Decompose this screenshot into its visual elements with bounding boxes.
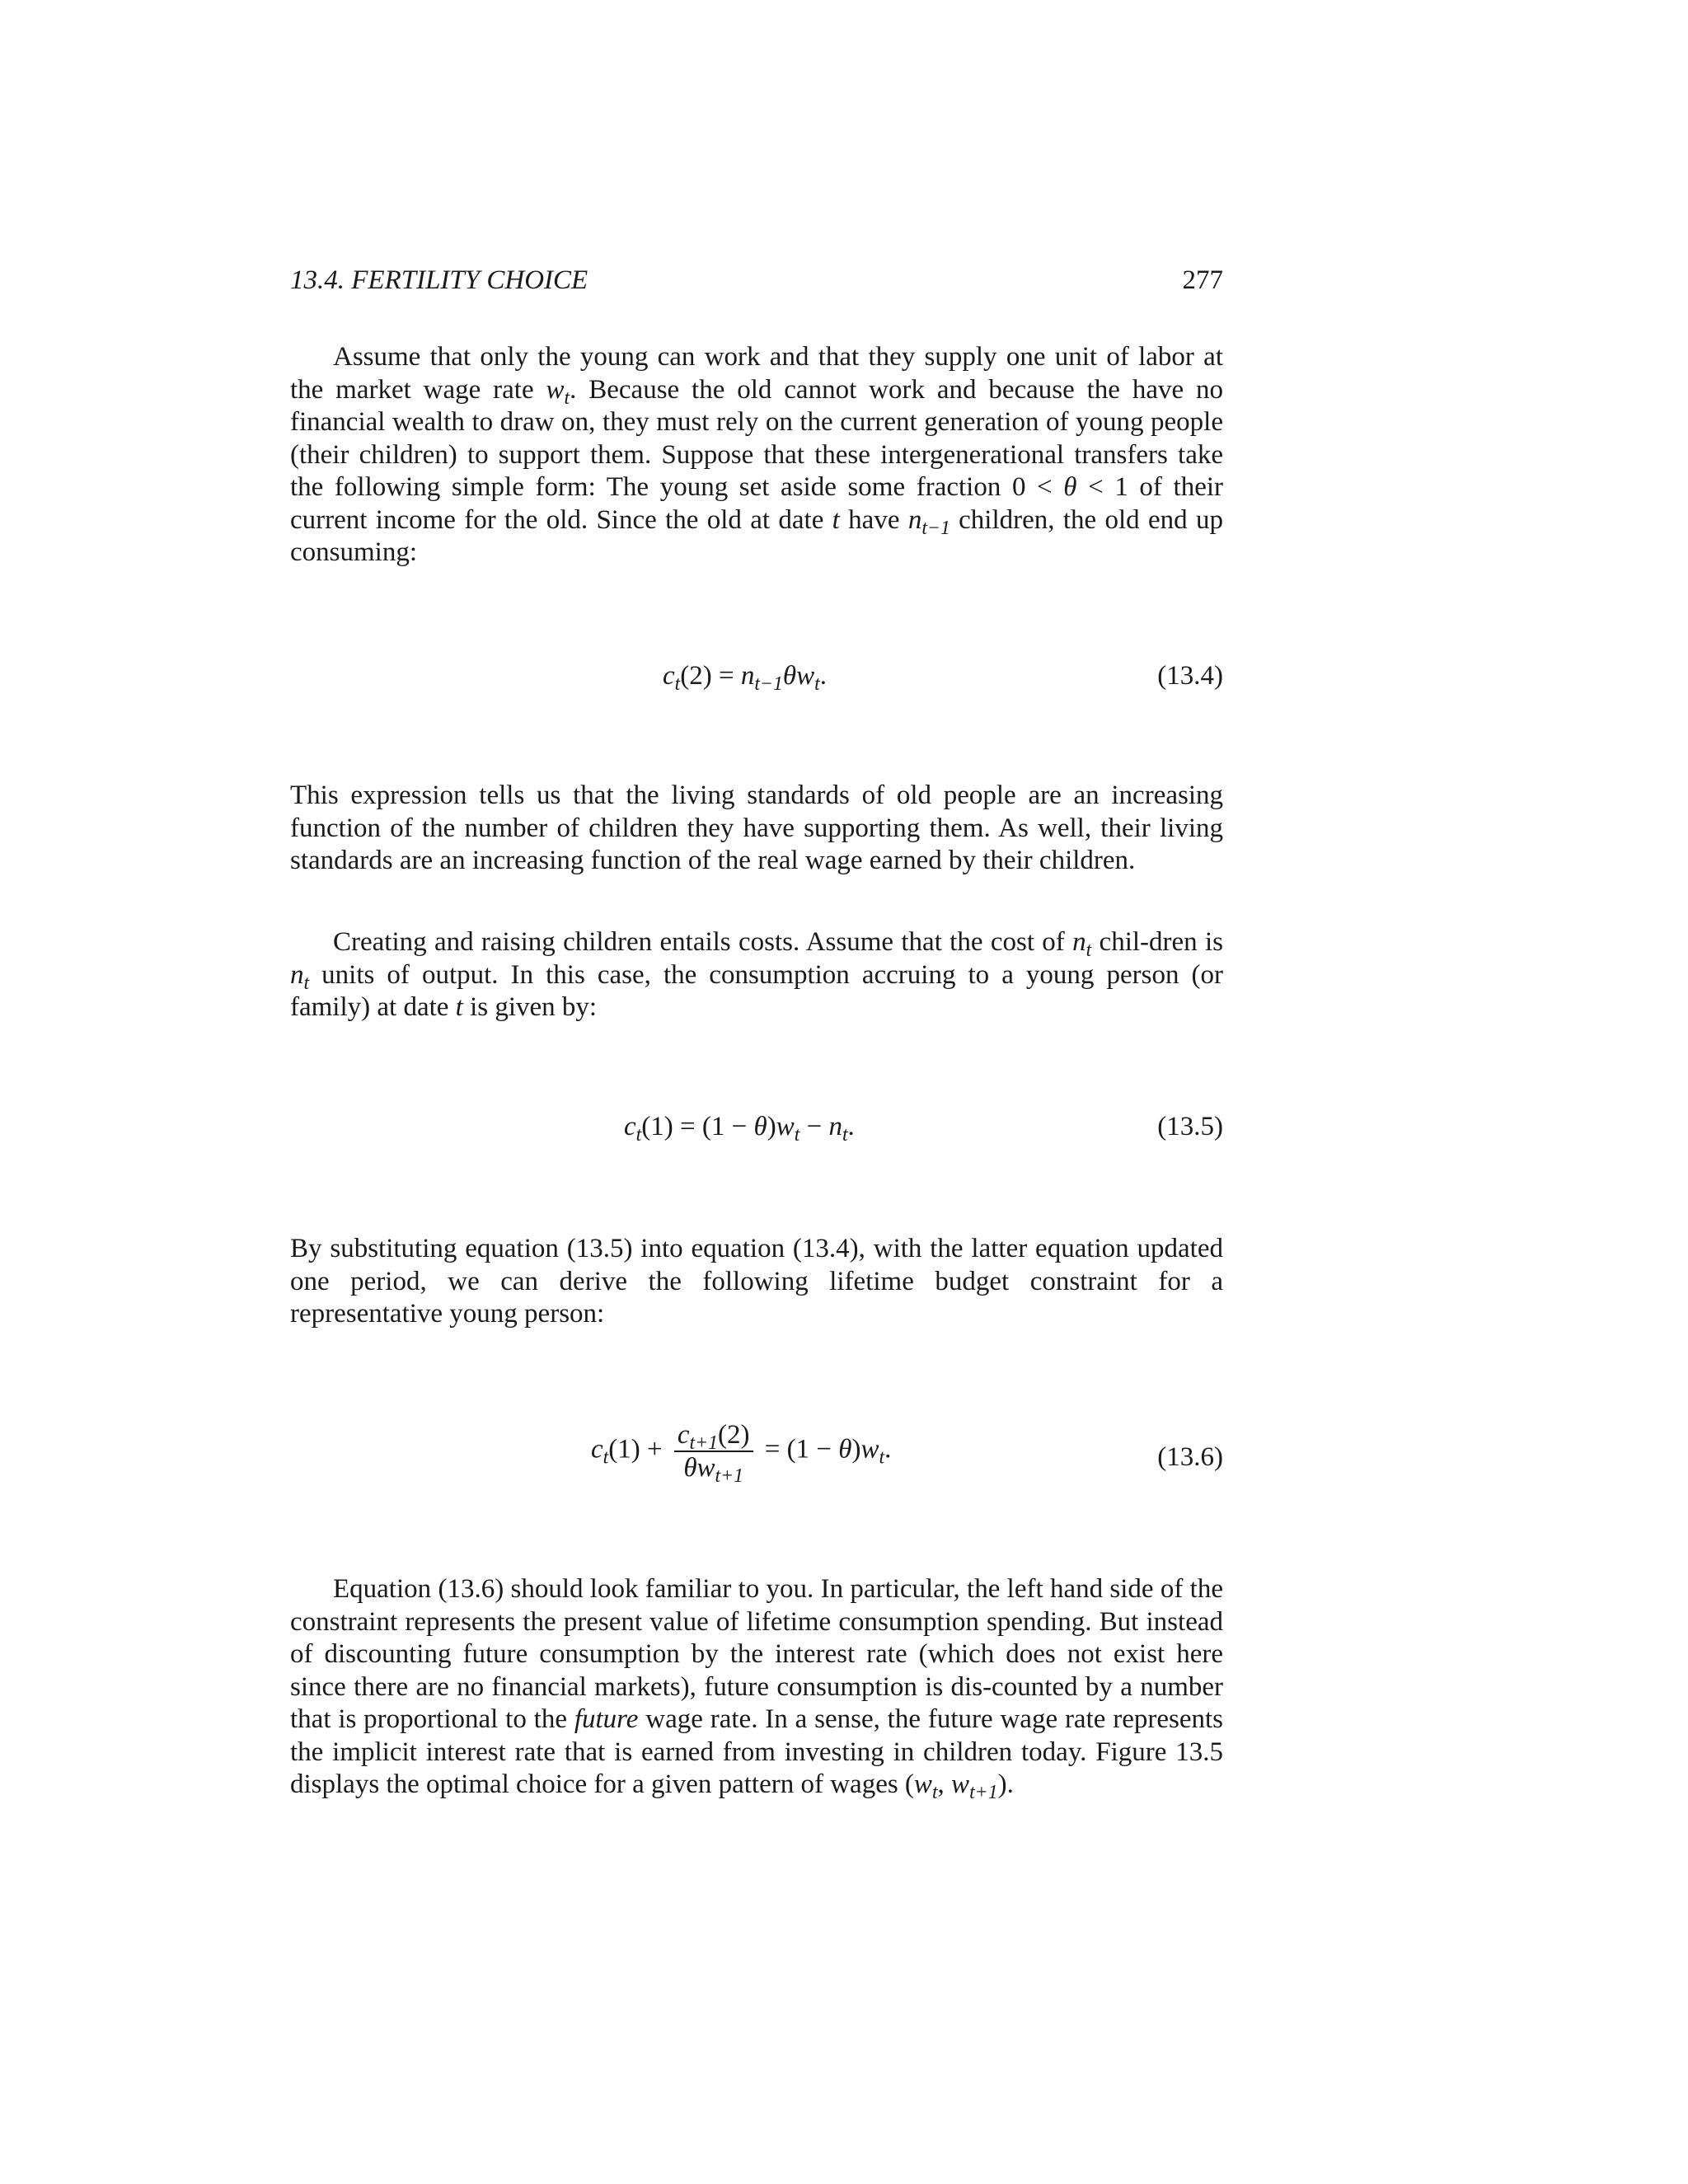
math-subscript: t	[635, 1124, 642, 1146]
equation-number: (13.6)	[1157, 1442, 1223, 1472]
text-run: . Because the old cannot work and because the have no financial wealth to draw on, they must rely on the current generation of young people (their children) to support them. Suppose that these intergenerational transfers take the following simple form: The young set aside some fraction 0 <	[290, 374, 1223, 502]
fraction	[674, 1419, 753, 1488]
paragraph-2: This expression tells us that the living standards of old people are an increasing function of the number of children they have supporting them. As well, their living standards are an increasing function of the real wage earned by their children.	[290, 780, 1223, 875]
math-subscript: t	[842, 1124, 848, 1146]
math-subscript: t	[674, 673, 681, 696]
math-text: .	[819, 661, 827, 691]
math-var: c	[624, 1112, 636, 1141]
math-var: t	[455, 992, 463, 1022]
math-subscript: t+1	[689, 1432, 719, 1455]
math-subscript: t	[879, 1446, 885, 1469]
text-run: Assume that only the young can work and that they supply one unit of labor at the market wage rate	[290, 342, 1223, 405]
math-var: n	[907, 504, 922, 535]
math-var: w	[860, 1434, 879, 1465]
math-subscript: t−1	[754, 673, 783, 696]
math-text: )	[851, 1434, 861, 1465]
text-run: Equation (13.6) should look familiar to you. In particular, the left hand side of the constraint represents the present value of lifetime consumption spending. But instead of discounting future consumption by the interest rate (which does not exist here since there are no financial markets), future consumption is dis-counted by a number that is proportional to the	[290, 1574, 1223, 1734]
math-var: n	[740, 661, 755, 691]
math-var: w	[796, 661, 815, 691]
math-var: w	[913, 1769, 932, 1799]
text-run: wage rate. In a sense, the future wage rate represents the implicit interest rate that is earned from investing in children today. Figure 13.5 displays the optimal choice for a given pattern of wages (	[290, 1704, 1224, 1799]
math-var: c	[677, 1420, 690, 1450]
math-text: (1) = (1 −	[641, 1112, 754, 1141]
page-number: 277	[1182, 265, 1223, 295]
equation-number: (13.5)	[1157, 1112, 1223, 1141]
math-text: )	[767, 1112, 776, 1141]
math-var: θ	[782, 661, 797, 691]
math-subscript: t+1	[715, 1465, 744, 1488]
math-var: θ	[838, 1434, 852, 1465]
paragraph-4: By substituting equation (13.5) into equation (13.4), with the latter equation updated one period, we can derive the following lifetime budget constraint for a representative young person:	[290, 1234, 1223, 1329]
math-text: = (1 −	[757, 1434, 839, 1465]
math-text: (2)	[718, 1420, 750, 1450]
math-var: w	[696, 1453, 715, 1483]
math-var: θ	[1063, 472, 1077, 502]
text-run: units of output. In this case, the consumption accruing to a young person (or family) at date	[290, 959, 1223, 1022]
text-run: ).	[997, 1769, 1014, 1799]
math-subscript: t−1	[921, 517, 950, 539]
math-var: c	[591, 1434, 603, 1465]
math-var: n	[290, 959, 304, 990]
equation-body	[624, 1108, 855, 1145]
running-header	[290, 262, 1223, 298]
equation-number: (13.4)	[1157, 661, 1223, 691]
math-var: t	[832, 504, 840, 535]
text-run: Creating and raising children entails costs. Assume that the cost of	[333, 927, 1073, 957]
text-run: chil-dren is	[1091, 927, 1224, 957]
math-var: w	[546, 374, 565, 405]
paragraph-5	[290, 1573, 1223, 1802]
text-run: < 1 of their current income for the old. Since the old at date	[290, 472, 1223, 535]
math-text: −	[799, 1112, 829, 1141]
fraction-denominator	[674, 1452, 753, 1488]
fraction-numerator	[674, 1419, 753, 1455]
math-subscript: t	[603, 1446, 609, 1469]
math-subscript: t	[1085, 940, 1092, 962]
math-var: n	[1072, 927, 1086, 957]
math-text: .	[847, 1112, 855, 1141]
math-text: ,	[937, 1769, 952, 1799]
text-run: children, the old end up consuming:	[290, 504, 1223, 567]
equation-13-6	[290, 1419, 1223, 1495]
paragraph-3	[290, 926, 1223, 1024]
math-subscript: t	[931, 1782, 938, 1804]
math-text: (1) +	[608, 1434, 669, 1465]
equation-body	[663, 658, 827, 694]
math-subscript: t	[303, 972, 310, 994]
math-var: w	[951, 1769, 970, 1799]
math-var: θ	[683, 1453, 697, 1483]
math-var: θ	[753, 1112, 767, 1141]
math-subscript: t	[814, 673, 820, 696]
math-text: (2) =	[680, 661, 741, 691]
math-subscript: t	[794, 1124, 800, 1146]
equation-body	[591, 1419, 892, 1488]
emphasis-text: future	[574, 1704, 639, 1734]
math-var: w	[776, 1112, 795, 1141]
math-subscript: t	[564, 387, 570, 409]
math-subscript: t+1	[969, 1782, 998, 1804]
text-run: is given by:	[462, 992, 598, 1022]
section-title: 13.4. FERTILITY CHOICE	[290, 265, 588, 295]
text-run: have	[839, 504, 908, 535]
math-var: c	[663, 661, 675, 691]
math-var: n	[828, 1112, 842, 1141]
paragraph-1	[290, 341, 1223, 569]
math-text: .	[884, 1434, 892, 1465]
